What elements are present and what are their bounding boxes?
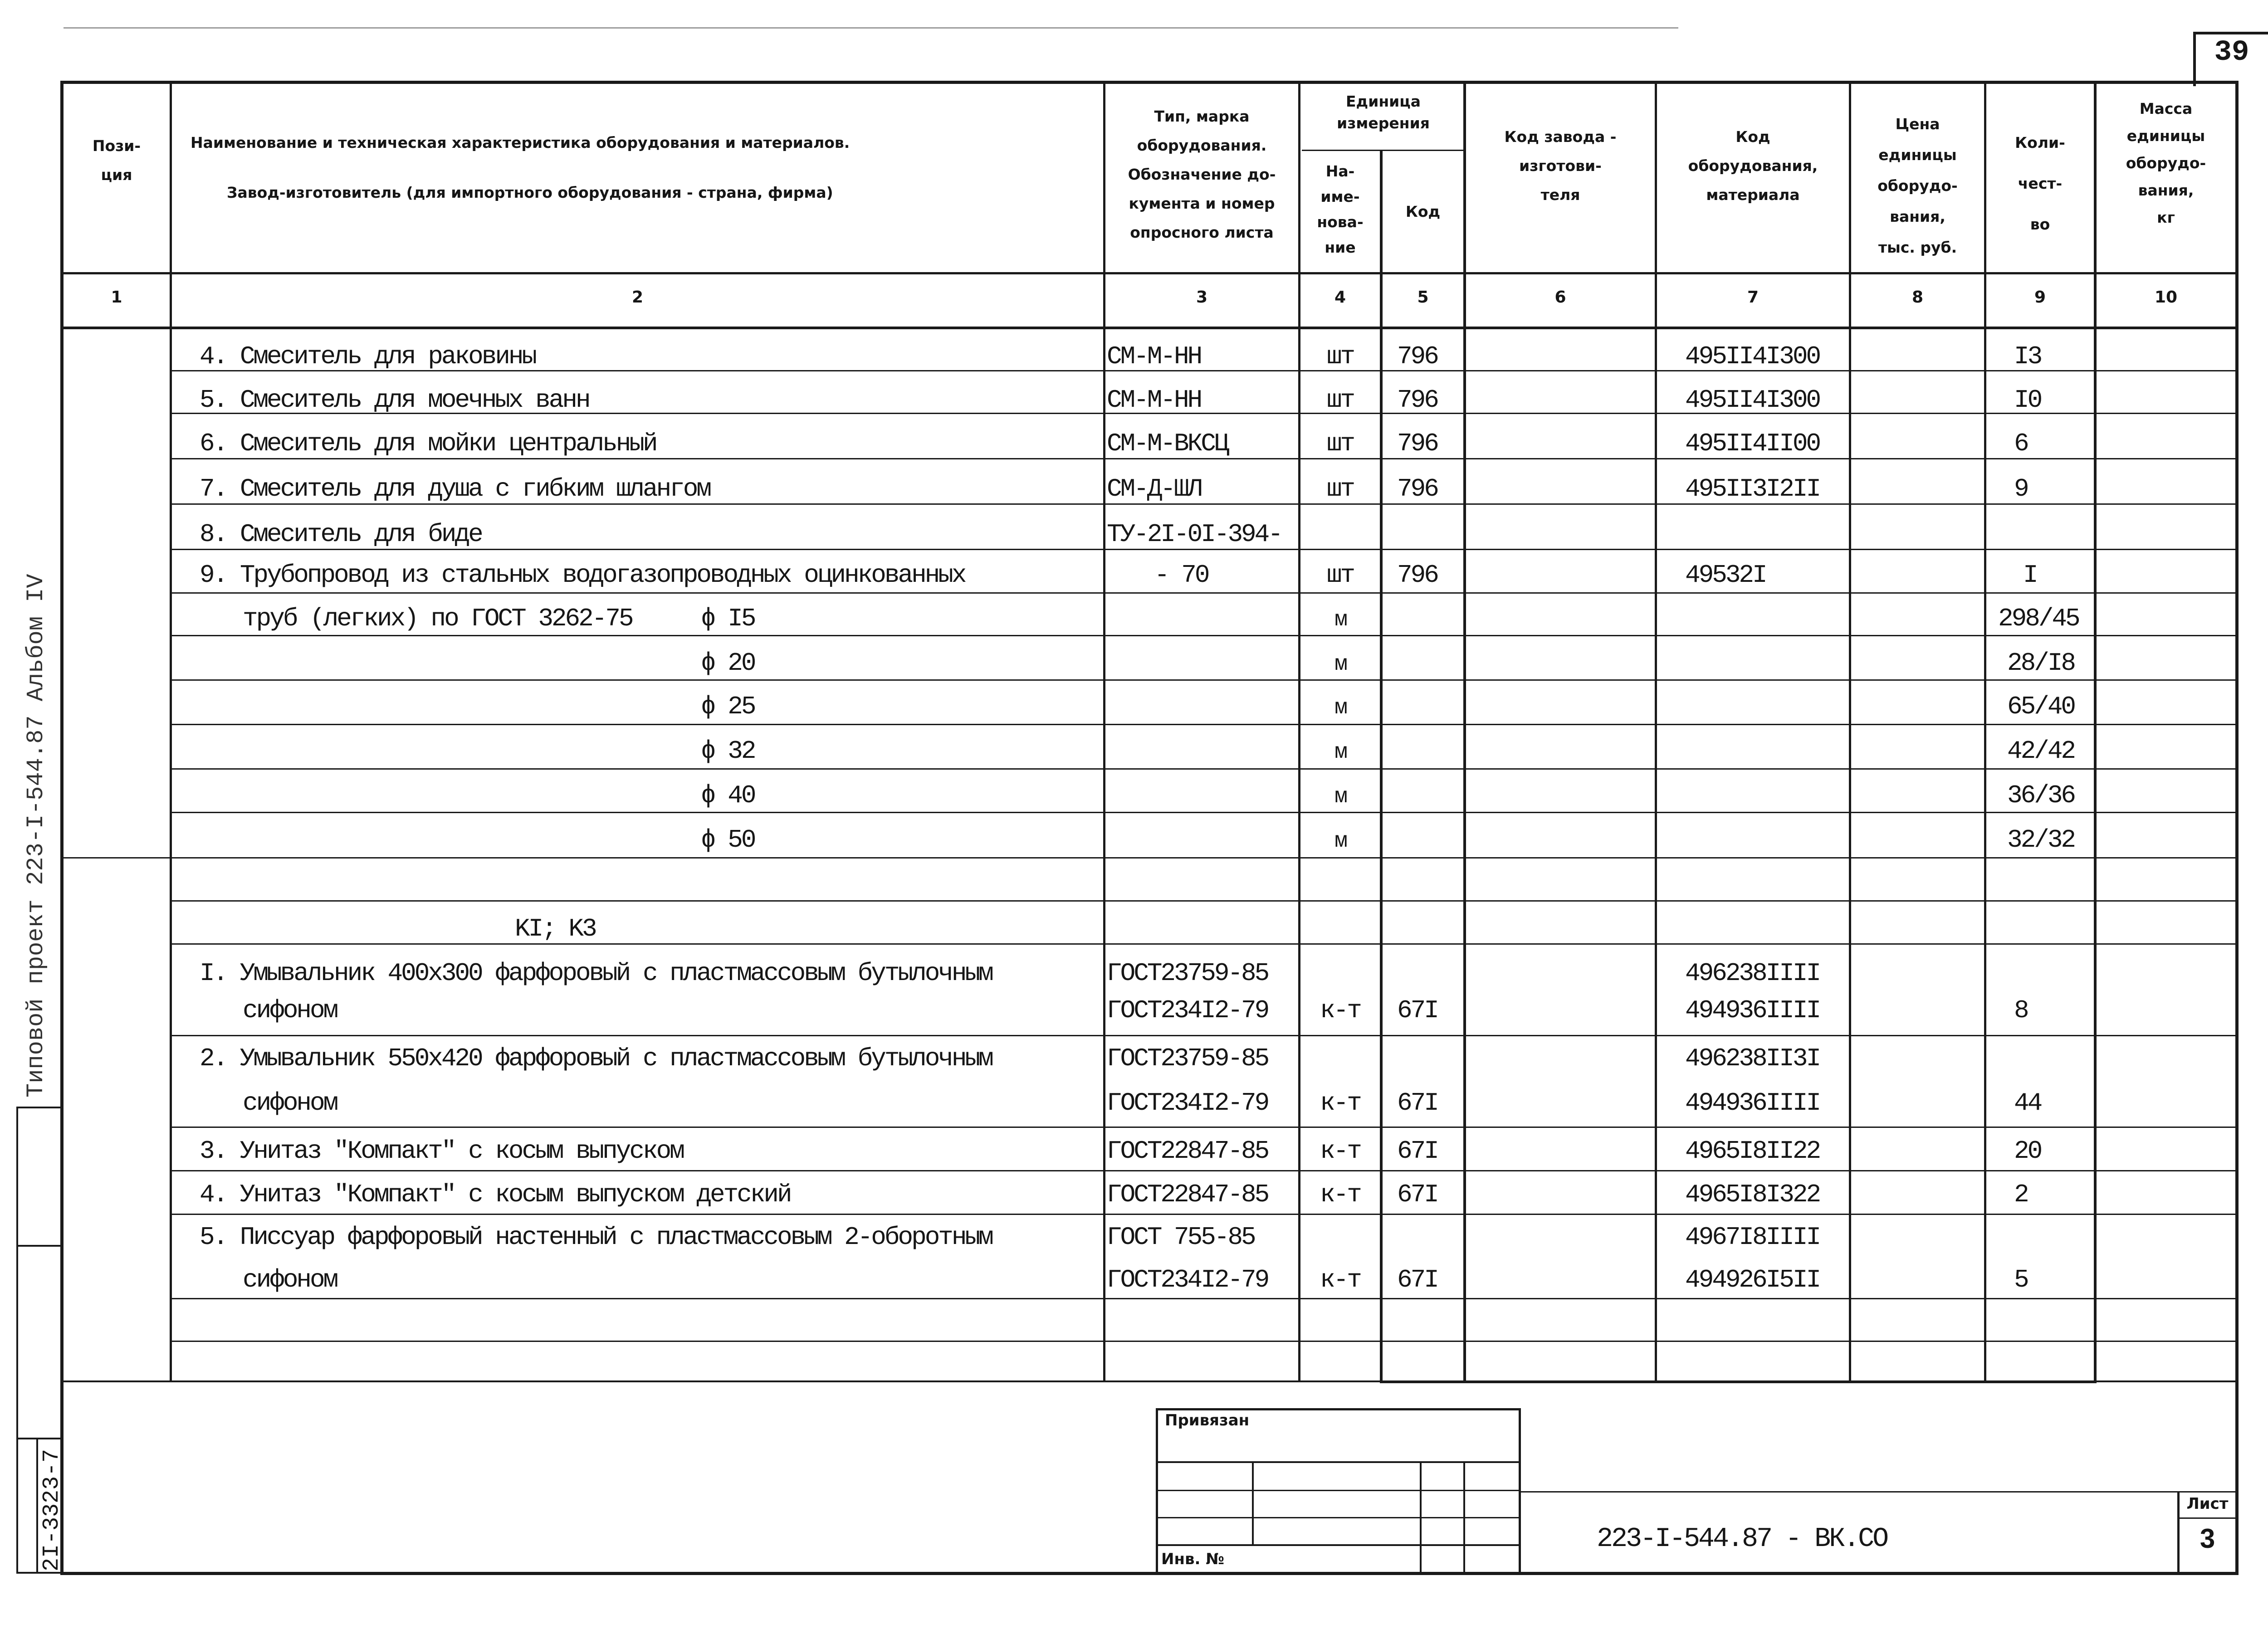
row-unit: к-т <box>1320 1265 1360 1294</box>
row-type: ГОСТ234I2-79 <box>1107 1088 1268 1117</box>
stamp-privyazan: Привязан <box>1165 1411 1250 1429</box>
row-line <box>170 1214 2239 1215</box>
col-line-9 <box>2094 81 2097 1382</box>
row-line <box>170 592 2239 594</box>
row-unit: к-т <box>1320 1180 1360 1209</box>
row-material-code: 496238IIII <box>1685 959 1820 988</box>
margin-line <box>16 1572 62 1574</box>
row-unit: шт <box>1326 429 1354 458</box>
header-equipment-code: Код оборудования, материала <box>1688 128 1818 204</box>
row-material-code: 495II4I300 <box>1685 342 1820 371</box>
row-material-code: 495II3I2II <box>1685 474 1820 503</box>
row-type: ГОСТ23759-85 <box>1107 1044 1268 1073</box>
row-line <box>170 679 2239 681</box>
row-material-code: 4967I8IIII <box>1685 1223 1820 1252</box>
row-name: 5. Смеситель для моечных ванн <box>200 385 589 415</box>
header-name-line1: Наименование и техническая характеристика оборудования и материалов. <box>191 134 850 151</box>
margin-line <box>36 1438 38 1574</box>
row-name: сифоном <box>243 1088 337 1117</box>
stamp-row <box>1156 1461 1520 1463</box>
row-unit: м <box>1334 696 1346 720</box>
side-project-title: Типовой проект 223-I-544.87 Альбом IV <box>23 574 49 1097</box>
sheet-number-box-left <box>2193 32 2196 86</box>
stamp-top <box>1156 1408 1520 1410</box>
section-title: KI; K3 <box>515 914 596 943</box>
row-name: 5. Писсуар фарфоровый настенный с пластмассовым 2-оборотным <box>200 1223 992 1252</box>
row-type: СМ-М-НН <box>1107 385 1201 415</box>
list-label: Лист <box>2186 1495 2229 1513</box>
column-number: 10 <box>2154 288 2178 307</box>
row-unit: шт <box>1326 561 1354 590</box>
row-unit-code: 796 <box>1397 385 1437 415</box>
row-quantity: 9 <box>2014 474 2028 503</box>
frame-right <box>2235 81 2239 1575</box>
row-diameter: ϕ 20 <box>701 649 755 678</box>
row-unit: шт <box>1326 342 1354 371</box>
col-line-2 <box>1103 81 1105 1382</box>
header-price: Цена единицы оборудо- вания, тыс. руб. <box>1877 115 1958 256</box>
row-quantity: I0 <box>2014 385 2041 415</box>
column-number: 6 <box>1554 288 1566 307</box>
row-line <box>170 1170 2239 1171</box>
row-name: 2. Умывальник 550х420 фарфоровый с пластмассовым бутылочным <box>200 1044 992 1073</box>
row-diameter: ϕ 32 <box>701 737 755 766</box>
row-name: сифоном <box>243 1265 337 1294</box>
row-name: 6. Смеситель для мойки центральный <box>200 429 656 458</box>
stamp-left <box>1156 1408 1158 1575</box>
row-line <box>170 635 2239 636</box>
row-line <box>170 503 2239 505</box>
column-number: 5 <box>1417 288 1429 307</box>
row-diameter: ϕ 50 <box>701 825 755 854</box>
row-line <box>170 549 2239 550</box>
row-quantity: 42/42 <box>2007 737 2075 766</box>
row-type: ГОСТ22847-85 <box>1107 1136 1268 1166</box>
row-name: 4. Смеситель для раковины <box>200 342 536 371</box>
header-quantity: Коли- чест- во <box>2015 134 2065 233</box>
row-name: 3. Унитаз "Компакт" с косым выпуском <box>200 1136 683 1166</box>
header-position: Пози- ция <box>92 137 141 184</box>
row-diameter: ϕ 40 <box>701 781 755 810</box>
row-unit: шт <box>1326 474 1354 503</box>
row-material-code: 494926I5II <box>1685 1265 1820 1294</box>
scan-line <box>64 27 1678 29</box>
row-line <box>170 812 2239 813</box>
col-line-7 <box>1849 81 1851 1382</box>
row-type: ГОСТ23759-85 <box>1107 959 1268 988</box>
stamp-col <box>1252 1461 1254 1544</box>
row-diameter: ϕ I5 <box>701 604 755 633</box>
col-line-1 <box>170 81 172 1382</box>
row-unit-code: 796 <box>1397 561 1437 590</box>
row-line <box>170 1127 2239 1128</box>
document-code: 223-I-544.87 - ВК.СО <box>1597 1524 1887 1555</box>
row-quantity: 8 <box>2014 996 2028 1025</box>
row-unit-code: 67I <box>1397 996 1437 1025</box>
margin-line <box>16 1107 62 1108</box>
stamp-inventory: Инв. № <box>1161 1550 1225 1568</box>
row-unit: м <box>1334 608 1346 632</box>
column-number: 7 <box>1747 288 1759 307</box>
stamp-row <box>1156 1517 1520 1518</box>
numbers-bottom-line <box>60 327 2239 329</box>
row-unit-code: 796 <box>1397 429 1437 458</box>
list-box-divider <box>2177 1517 2239 1519</box>
row-material-code: 494936IIII <box>1685 996 1820 1025</box>
row-material-code: 49532I <box>1685 561 1766 590</box>
header-unit-name: На- име- нова- ние <box>1317 162 1364 256</box>
row-quantity: 5 <box>2014 1265 2028 1294</box>
row-quantity: I3 <box>2014 342 2041 371</box>
row-name: труб (легких) по ГОСТ 3262-75 <box>243 604 632 633</box>
column-number: 1 <box>111 288 122 307</box>
sheet-number: 39 <box>2214 36 2249 69</box>
row-quantity: 32/32 <box>2007 825 2075 854</box>
stamp-col <box>1463 1461 1465 1575</box>
table-bottom-line <box>60 1380 2239 1382</box>
row-material-code: 4965I8II22 <box>1685 1136 1820 1166</box>
header-factory-code: Код завода - изготови- теля <box>1504 128 1617 204</box>
row-quantity: 298/45 <box>1998 604 2079 633</box>
header-mass: Масса единицы оборудо- вания, кг <box>2126 100 2206 226</box>
row-line <box>170 768 2239 770</box>
row-name: I. Умывальник 400х300 фарфоровый с пластмассовым бутылочным <box>200 959 992 988</box>
row-type: ГОСТ 755-85 <box>1107 1223 1255 1252</box>
row-material-code: 495II4I300 <box>1685 385 1820 415</box>
row-material-code: 495II4II00 <box>1685 429 1820 458</box>
frame-top <box>60 81 2239 84</box>
row-name: сифоном <box>243 996 337 1025</box>
stamp-row <box>1156 1490 1520 1491</box>
row-type: ГОСТ234I2-79 <box>1107 996 1268 1025</box>
row-material-code: 496238II3I <box>1685 1044 1820 1073</box>
row-quantity: 36/36 <box>2007 781 2075 810</box>
row-quantity: 20 <box>2014 1136 2041 1166</box>
row-quantity: 2 <box>2014 1180 2028 1209</box>
row-type: СМ-М-НН <box>1107 342 1201 371</box>
row-unit: м <box>1334 652 1346 677</box>
row-diameter: ϕ 25 <box>701 692 755 721</box>
column-number: 3 <box>1196 288 1208 307</box>
row-unit-code: 67I <box>1397 1265 1437 1294</box>
row-type: СМ-Д-ШЛ <box>1107 474 1201 503</box>
row-unit: м <box>1334 740 1346 765</box>
side-album-code: 2I-3323-7 <box>39 1449 65 1571</box>
row-quantity: 65/40 <box>2007 692 2075 721</box>
row-name: 4. Унитаз "Компакт" с косым выпуском детский <box>200 1180 791 1209</box>
header-name-line2: Завод-изготовитель (для импортного оборудования - страна, фирма) <box>227 184 833 201</box>
column-number: 8 <box>1911 288 1924 307</box>
row-line <box>170 458 2239 459</box>
row-type: СМ-М-ВКСЦ <box>1107 429 1228 458</box>
column-number: 4 <box>1334 288 1346 307</box>
row-quantity: 28/I8 <box>2007 649 2075 678</box>
col-line-6 <box>1655 81 1657 1382</box>
sheet-number-box-top <box>2193 32 2268 34</box>
row-line <box>170 724 2239 725</box>
row-unit-code: 67I <box>1397 1088 1437 1117</box>
column-number: 2 <box>631 288 644 307</box>
row-line <box>170 900 2239 902</box>
row-type: - 70 <box>1154 561 1208 590</box>
unit-group-line <box>1302 150 1465 151</box>
row-unit-code: 796 <box>1397 342 1437 371</box>
col-line-8 <box>1984 81 1986 1382</box>
row-quantity: I <box>2023 561 2037 590</box>
stamp-row <box>1156 1544 1520 1546</box>
row-unit-code: 67I <box>1397 1136 1437 1166</box>
row-unit: к-т <box>1320 996 1360 1025</box>
row-unit: шт <box>1326 385 1354 415</box>
frame-bottom <box>60 1572 2239 1575</box>
title-block-line <box>1521 1491 2239 1493</box>
header-unit-group: Единица измерения <box>1337 93 1430 132</box>
row-line <box>170 943 2239 945</box>
row-material-code: 494936IIII <box>1685 1088 1820 1117</box>
row-type: ТУ-2I-0I-394- <box>1107 520 1281 549</box>
list-number: 3 <box>2200 1523 2215 1554</box>
row-name: 9. Трубопровод из стальных водогазопроводных оцинкованных <box>200 561 965 590</box>
header-unit-code: Код <box>1405 203 1441 220</box>
frame-left <box>60 81 64 1575</box>
row-type: ГОСТ22847-85 <box>1107 1180 1268 1209</box>
row-line <box>170 1035 2239 1036</box>
row-quantity: 44 <box>2014 1088 2041 1117</box>
row-unit-code: 796 <box>1397 474 1437 503</box>
row-unit: к-т <box>1320 1088 1360 1117</box>
row-line <box>170 1341 2239 1342</box>
stamp-col <box>1420 1461 1422 1575</box>
margin-line <box>16 1438 62 1439</box>
margin-line <box>16 1245 62 1247</box>
header-type: Тип, марка оборудования. Обозначение до- кумента и номер опросного листа <box>1128 107 1276 241</box>
row-material-code: 4965I8I322 <box>1685 1180 1820 1209</box>
row-line <box>170 1298 2239 1299</box>
row-quantity: 6 <box>2014 429 2028 458</box>
row-unit: м <box>1334 829 1346 854</box>
row-type: ГОСТ234I2-79 <box>1107 1265 1268 1294</box>
header-bottom-line <box>60 272 2239 274</box>
col-line-4 <box>1380 150 1383 1382</box>
column-number: 9 <box>2034 288 2046 307</box>
row-unit: к-т <box>1320 1136 1360 1166</box>
row-unit: м <box>1334 785 1346 809</box>
row-name: 7. Смеситель для душа с гибким шлангом <box>200 474 710 503</box>
margin-line <box>16 1107 18 1574</box>
row-unit-code: 67I <box>1397 1180 1437 1209</box>
row-name: 8. Смеситель для биде <box>200 520 482 549</box>
col-line-5 <box>1463 81 1466 1382</box>
row-line <box>60 857 2239 858</box>
